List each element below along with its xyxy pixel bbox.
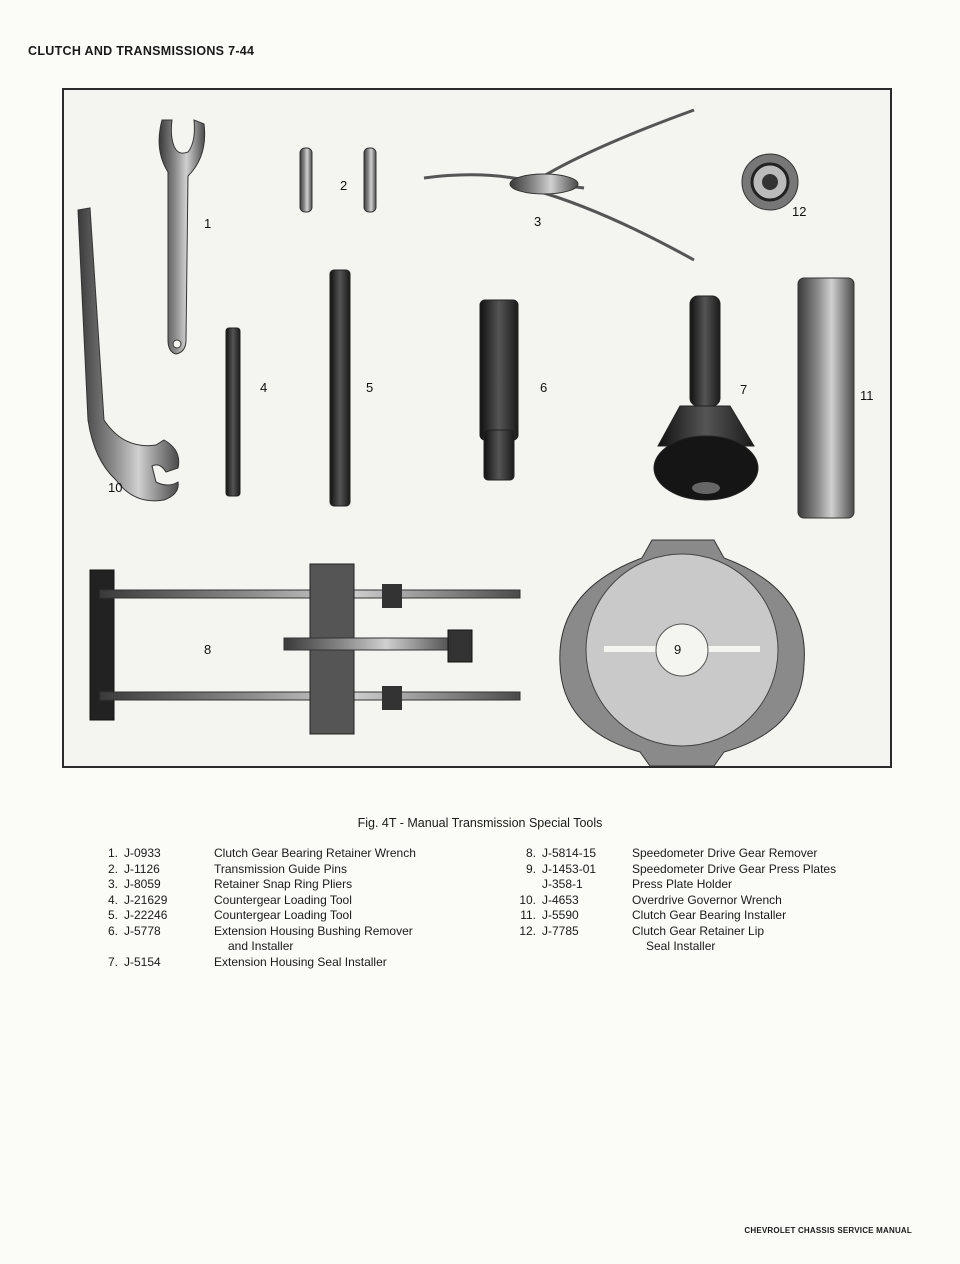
- tool-6-bushing-remover: [480, 300, 518, 480]
- callout-1: 1: [204, 216, 212, 231]
- legend-row: [518, 893, 862, 909]
- legend-part: J-4653: [542, 892, 579, 907]
- legend-desc: Retainer Snap Ring Pliers: [214, 877, 353, 891]
- legend-part: J-5154: [124, 954, 161, 969]
- legend-part: J-1453-01: [542, 861, 597, 876]
- tool-7-extension-housing-seal-installer: [654, 296, 758, 500]
- legend-row: [518, 862, 862, 878]
- callout-6: 6: [540, 380, 548, 395]
- legend-desc: Countergear Loading Tool: [214, 908, 352, 922]
- legend-row: [518, 908, 862, 924]
- legend-num: 12.: [519, 923, 536, 938]
- page-footer: CHEVROLET CHASSIS SERVICE MANUAL: [744, 1226, 912, 1235]
- legend-num: 11.: [520, 908, 536, 922]
- tool-11-bearing-installer: [798, 278, 854, 518]
- legend-part: J-0933: [124, 846, 161, 860]
- legend-desc: Speedometer Drive Gear Press Plates: [632, 861, 837, 876]
- callout-4: 4: [260, 380, 268, 395]
- legend-part: J-358-1: [542, 877, 583, 891]
- legend-row: [518, 877, 862, 893]
- legend-num: [518, 877, 536, 893]
- legend-part: J-7785: [542, 923, 579, 938]
- legend-desc: Overdrive Governor Wrench: [632, 892, 782, 907]
- legend-num: 8.: [525, 846, 536, 860]
- legend-num: 10.: [519, 892, 536, 907]
- legend-desc: Transmission Guide Pins: [214, 861, 347, 876]
- legend-num: 7.: [107, 954, 118, 969]
- legend-desc: Clutch Gear Bearing Installer: [632, 908, 787, 922]
- tool-10-overdrive-governor-wrench: [78, 208, 179, 501]
- legend-row: [100, 846, 444, 862]
- tool-8-gear-remover: [90, 564, 520, 734]
- legend-desc-line1: Extension Housing Bushing Remover: [214, 923, 413, 938]
- legend-part: J-21629: [124, 892, 168, 907]
- callout-9: 9: [674, 642, 682, 657]
- legend-desc: Speedometer Drive Gear Remover: [632, 846, 818, 860]
- tool-12-seal-installer: [742, 154, 798, 210]
- callout-3: 3: [534, 214, 542, 229]
- legend-num: 2.: [107, 861, 118, 876]
- tool-5-countergear-loading-tool: [330, 270, 350, 506]
- callout-7: 7: [740, 382, 748, 397]
- callout-10: 10: [108, 480, 123, 495]
- legend-row: [100, 924, 444, 955]
- legend-part: J-22246: [124, 908, 168, 922]
- legend-desc-line1: Clutch Gear Retainer Lip: [632, 923, 765, 938]
- legend-row: [100, 955, 444, 971]
- tools-illustration: [64, 90, 890, 766]
- tools-photo: [62, 88, 892, 768]
- callout-2: 2: [340, 178, 348, 193]
- legend-right: [518, 846, 862, 955]
- callout-8: 8: [204, 642, 212, 657]
- legend-num: 5.: [107, 908, 118, 922]
- legend-desc: Extension Housing Seal Installer: [214, 954, 387, 969]
- legend-desc: [214, 924, 444, 955]
- legend-desc: [632, 924, 862, 955]
- callout-5: 5: [366, 380, 374, 395]
- legend-desc: Countergear Loading Tool: [214, 892, 352, 907]
- tool-1-retainer-wrench: [159, 120, 205, 354]
- legend-desc: Clutch Gear Bearing Retainer Wrench: [214, 846, 416, 860]
- legend-row: [100, 908, 444, 924]
- legend-row: [100, 862, 444, 878]
- tool-9-press-plates: [560, 540, 805, 766]
- legend-row: [518, 924, 862, 955]
- figure-caption: Fig. 4T - Manual Transmission Special Tools: [357, 816, 603, 830]
- legend-row: [100, 877, 444, 893]
- legend-desc-line2: and Installer: [228, 939, 294, 953]
- legend-num: 4.: [107, 892, 118, 907]
- legend-part: J-8059: [124, 877, 161, 891]
- legend-part: J-5778: [124, 923, 161, 938]
- callout-11: 11: [860, 388, 874, 403]
- tool-3-snap-ring-pliers: [424, 110, 694, 260]
- legend-part: J-5590: [542, 908, 579, 922]
- legend-left: [100, 846, 444, 970]
- callout-12: 12: [792, 204, 807, 219]
- legend-desc-line2: Seal Installer: [646, 939, 716, 953]
- legend-num: 3.: [107, 877, 118, 891]
- legend-num: 6.: [107, 923, 118, 938]
- legend-num: 9.: [525, 861, 536, 876]
- page-header: CLUTCH AND TRANSMISSIONS 7-44: [28, 44, 255, 58]
- legend-part: J-5814-15: [542, 846, 597, 860]
- legend-row: [518, 846, 862, 862]
- legend-row: [100, 893, 444, 909]
- tool-4-countergear-loading-tool: [226, 328, 240, 496]
- legend-part: J-1126: [124, 861, 160, 876]
- legend-desc: Press Plate Holder: [632, 877, 733, 891]
- tool-2-guide-pins: [300, 148, 376, 212]
- legend-num: 1.: [107, 846, 118, 860]
